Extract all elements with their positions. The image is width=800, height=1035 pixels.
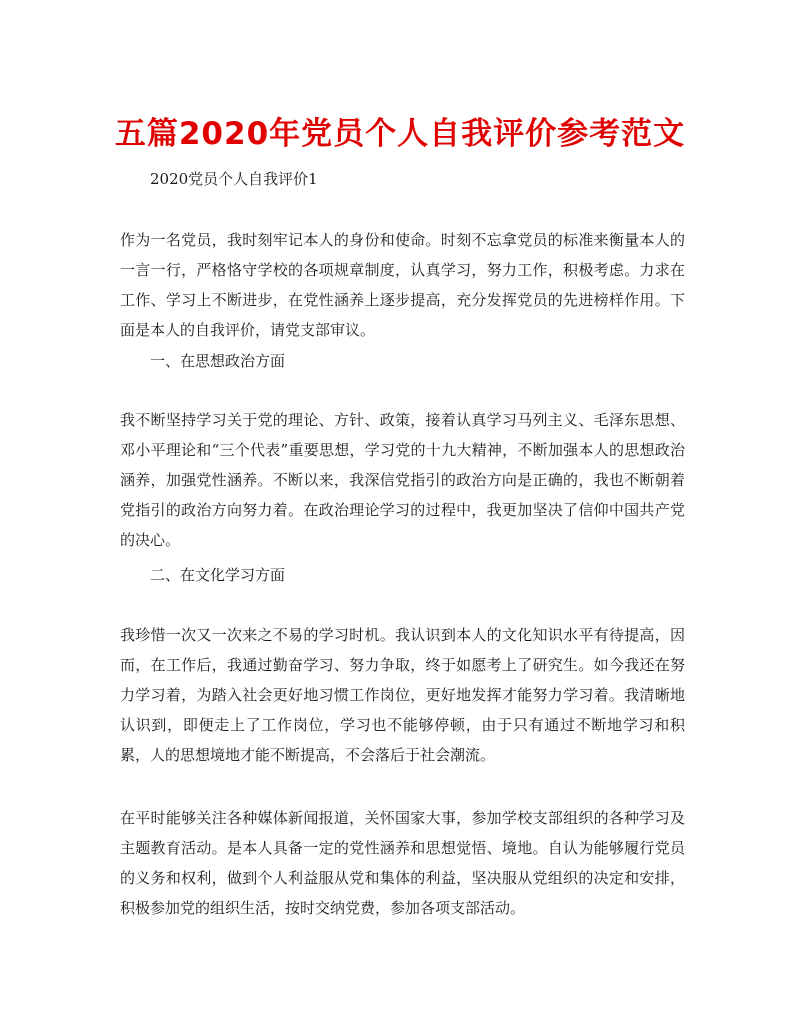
paragraph-study: 我珍惜一次又一次来之不易的学习时机。我认识到本人的文化知识水平有待提高，因而，在工作后，我通过勤奋学习、努力争取，终于如愿考上了研究生。如今我还在努力学习着，为踏入社会更好地习惯工作岗位，更好地发挥才能努力学习着。我清晰地认识到，即便走上了工作岗位，学习也不能够停顿，由于只有通过不断地学习和积累，人的思想境地才能不断提高，不会落后于社会潮流。 xyxy=(120,626,685,764)
document-subtitle: 2020党员个人自我评价1 xyxy=(150,170,318,188)
paragraph-politics: 我不断坚持学习关于党的理论、方针、政策，接着认真学习马列主义、毛泽东思想、邓小平理论和“三个代表”重要思想，学习党的十九大精神，不断加强本人的思想政治涵养，加强党性涵养。不断以来，我深信党指引的政治方向是正确的，我也不断朝着党指引的政治方向努力着。在政治理论学习的过程中，我更加坚决了信仰中国共产党的决心。 xyxy=(120,411,685,549)
document-title: 五篇2020年党员个人自我评价参考范文 xyxy=(114,116,686,152)
paragraph-intro: 作为一名党员，我时刻牢记本人的身份和使命。时刻不忘拿党员的标准来衡量本人的一言一行，严格恪守学校的各项规章制度，认真学习，努力工作，积极考虑。力求在工作、学习上不断进步，在党性涵养上逐步提高，充分发挥党员的先进榜样作用。下面是本人的自我评价，请党支部审议。 xyxy=(120,231,685,339)
paragraph-activities: 在平时能够关注各种媒体新闻报道，关怀国家大事，参加学校支部组织的各种学习及主题教育活动。是本人具备一定的党性涵养和思想觉悟、境地。自认为能够履行党员的义务和权利，做到个人利益服从党和集体的利益，坚决服从党组织的决定和安排，积极参加党的组织生活，按时交纳党费，参加各项支部活动。 xyxy=(120,809,685,917)
section-heading-politics: 一、在思想政治方面 xyxy=(150,352,286,370)
section-heading-study: 二、在文化学习方面 xyxy=(150,566,286,584)
